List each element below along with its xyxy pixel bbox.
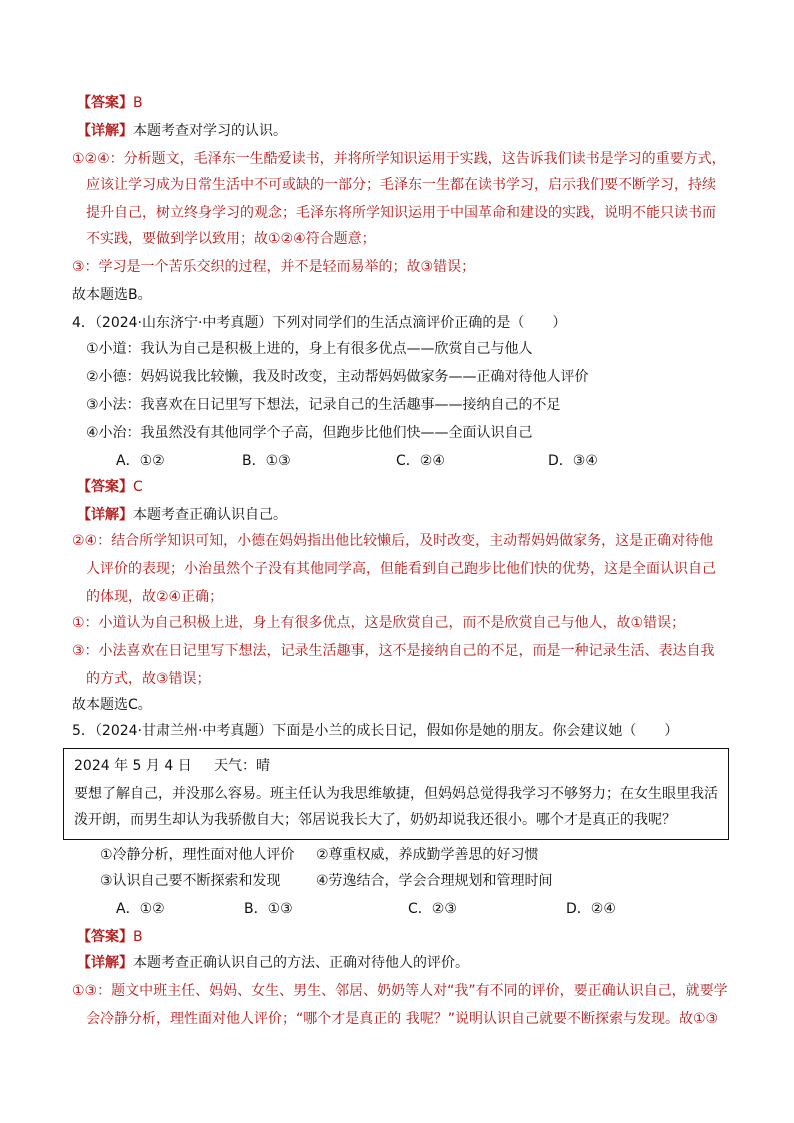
q4-item: ①小道：我认为自己是积极上进的，身上有很多优点——欣赏自己与他人 (86, 341, 533, 357)
diary-date: 2024 年 5 月 4 日 (74, 758, 192, 774)
q3-detail-line (77, 122, 794, 140)
answer-tag: 【答案】 (77, 95, 133, 111)
q5-item: ④劳逸结合，学会合理规划和管理时间 (316, 873, 553, 889)
q3-answer-line (77, 94, 794, 112)
q3-para1-line: ①②④：分析题文，毛泽东一生酷爱读书，并将所学知识运用于实践，这告诉我们读书是学习的重要方式， (72, 151, 726, 167)
answer-value: B (133, 929, 143, 945)
q5-item: ①冷静分析，理性面对他人评价 (100, 847, 295, 863)
answer-value: C (133, 479, 143, 495)
q4-para1-line: 的体现，故②④正确； (86, 589, 224, 605)
q4-item: ②小德：妈妈说我比较懒，我及时改变，主动帮妈妈做家务——正确对待他人评价 (86, 369, 589, 385)
q5-option-a: A．①② (116, 901, 165, 917)
detail-tag: 【详解】 (77, 955, 133, 971)
q4-para1-line: 人评价的表现；小治虽然个子没有其他同学高，但能看到自己跑步比他们快的优势，这是全面认识自己 (86, 561, 716, 577)
q4-item: ④小治：我虽然没有其他同学个子高，但跑步比他们快——全面认识自己 (86, 425, 533, 441)
detail-tag: 【详解】 (77, 123, 133, 139)
q4-option-d: D．③④ (548, 453, 598, 469)
q4-conclusion: 故本题选C。 (72, 697, 152, 713)
detail-intro: 本题考查正确认识自己。 (133, 507, 287, 523)
q4-option-b: B．①③ (242, 453, 291, 469)
q4-option-a: A．①② (116, 453, 165, 469)
diary-box (63, 748, 729, 840)
q4-detail-line (77, 506, 794, 524)
answer-tag: 【答案】 (77, 929, 133, 945)
q3-conclusion: 故本题选B。 (72, 287, 152, 303)
answer-tag: 【答案】 (77, 479, 133, 495)
q5-detail-line (77, 954, 794, 972)
q3-para2-line: ③：学习是一个苦乐交织的过程，并不是轻而易举的；故③错误； (72, 259, 476, 275)
q5-option-d: D．②④ (566, 901, 616, 917)
q4-stem: 4．（2024·山东济宁·中考真题）下列对同学们的生活点滴评价正确的是（ ） (72, 315, 567, 331)
diary-weather: 天气：晴 (214, 758, 270, 774)
q5-option-b: B．①③ (244, 901, 293, 917)
q5-para1-line: 会冷静分析，理性面对他人评价；“哪个才是真正的 我呢？”说明认识自己就要不断探索与发现。故①③ (86, 1011, 719, 1027)
q4-para3-line: 的方式，故③错误； (86, 671, 211, 687)
q4-option-c: C．②④ (396, 453, 445, 469)
q3-para1-line: 提升自己，树立终身学习的观念；毛泽东将所学知识运用于中国革命和建设的实践，说明不能只读书而 (86, 205, 716, 221)
q4-answer-line (77, 478, 794, 496)
q5-para1-line: ①③：题文中班主任、妈妈、女生、男生、邻居、奶奶等人对“我”有不同的评价，要正确认识自己，就要学 (72, 983, 728, 999)
q5-item: ③认识自己要不断探索和发现 (100, 873, 281, 889)
q4-para1-line: ②④：结合所学知识可知，小德在妈妈指出他比较懒后，及时改变，主动帮妈妈做家务，这是正确对待他 (72, 533, 714, 549)
q5-option-c: C．②③ (408, 901, 457, 917)
diary-line: 泼开朗，而男生却认为我骄傲自大；邻居说我长大了，奶奶却说我还很小。哪个才是真正的我呢？ (74, 812, 676, 828)
answer-value: B (133, 95, 143, 111)
q4-para3-line: ③：小法喜欢在日记里写下想法，记录生活趣事，这不是接纳自己的不足，而是一种记录生活、表达自我 (72, 643, 715, 659)
q3-para1-line: 应该让学习成为日常生活中不可或缺的一部分；毛泽东一生都在读书学习，启示我们要不断学习，持续 (86, 177, 716, 193)
q3-para1-line: 不实践，要做到学以致用；故①②④符合题意； (86, 231, 376, 247)
detail-intro: 本题考查对学习的认识。 (133, 123, 287, 139)
detail-tag: 【详解】 (77, 507, 133, 523)
diary-line: 要想了解自己，并没那么容易。班主任认为我思维敏捷，但妈妈总觉得我学习不够努力；在女生眼里我活 (74, 786, 718, 802)
q5-answer-line (77, 928, 794, 946)
q4-para2-line: ①：小道认为自己积极上进，身上有很多优点，这是欣赏自己，而不是欣赏自己与他人，故①错误； (72, 615, 686, 631)
q5-stem: 5．（2024·甘肃兰州·中考真题）下面是小兰的成长日记，假如你是她的朋友。你会建议她（ ） (72, 723, 679, 739)
q5-item: ②尊重权威，养成勤学善思的好习惯 (316, 847, 539, 863)
detail-intro: 本题考查正确认识自己的方法、正确对待他人的评价。 (133, 955, 469, 971)
q4-item: ③小法：我喜欢在日记里写下想法，记录自己的生活趣事——接纳自己的不足 (86, 397, 561, 413)
